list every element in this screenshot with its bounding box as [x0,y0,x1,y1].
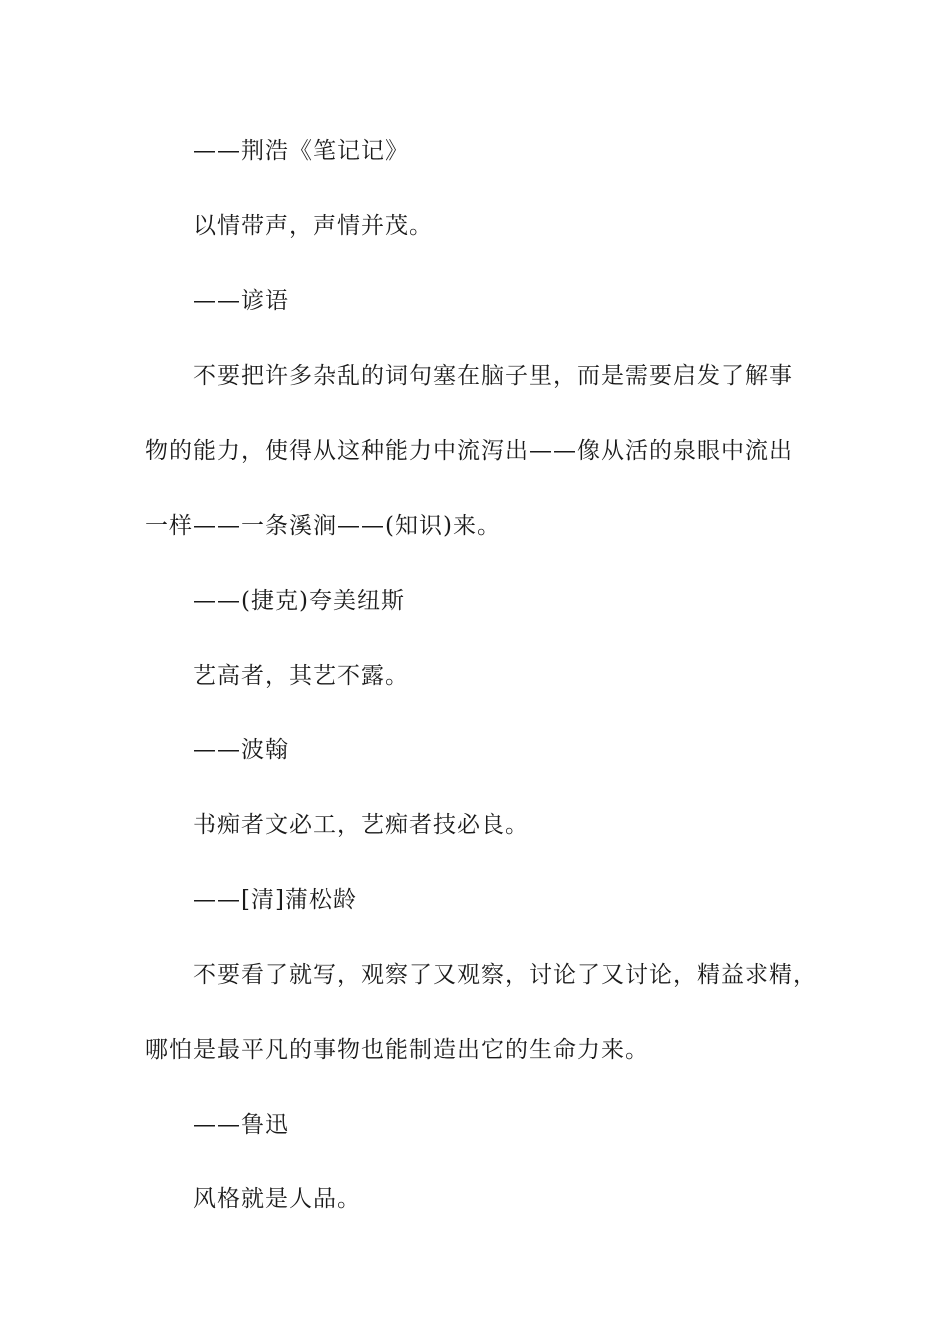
quote-source: ——[清]蒲松龄 [193,887,357,913]
quote-source: ——(捷克)夸美纽斯 [193,588,405,614]
quote-text: 不要把许多杂乱的词句塞在脑子里，而是需要启发了解事 [193,363,793,389]
quote-text: 风格就是人品。 [193,1186,361,1212]
quote-text-continued: 哪怕是最平凡的事物也能制造出它的生命力来。 [145,1037,649,1063]
quote-text-continued: 一样——一条溪涧——(知识)来。 [145,513,501,539]
quote-text: 以情带声，声情并茂。 [193,213,433,239]
quote-source: ——荆浩《笔记记》 [193,138,409,164]
quote-source: ——波翰 [193,737,289,763]
quote-text: 艺高者，其艺不露。 [193,663,409,689]
quote-source: ——鲁迅 [193,1112,289,1138]
quote-text: 书痴者文必工，艺痴者技必良。 [193,812,529,838]
quote-source: ——谚语 [193,288,289,314]
quote-text: 不要看了就写，观察了又观察，讨论了又讨论，精益求精， [193,962,817,988]
quote-text-continued: 物的能力，使得从这种能力中流泻出——像从活的泉眼中流出 [145,438,793,464]
